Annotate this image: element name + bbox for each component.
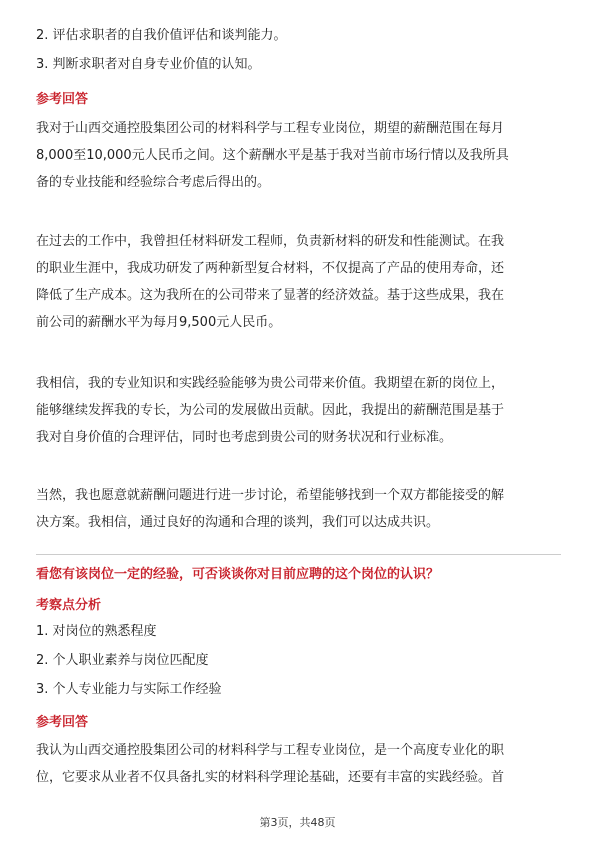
- paragraph-line: 前公司的薪酬水平为每月9,500元人民币。: [36, 315, 282, 330]
- list-item: 3. 判断求职者对自身专业价值的认知。: [36, 57, 261, 72]
- answer-paragraph: [36, 228, 561, 336]
- paragraph-line: 降低了生产成本。这为我所在的公司带来了显著的经济效益。基于这些成果，我在: [36, 288, 505, 303]
- paragraph-line: 我相信，我的专业知识和实践经验能够为贵公司带来价值。我期望在新的岗位上，: [36, 376, 505, 391]
- section-divider: [36, 554, 561, 555]
- answer-paragraph: [36, 737, 561, 791]
- list-item: 2. 评估求职者的自我价值评估和谈判能力。: [36, 28, 287, 43]
- paragraph-line: 决方案。我相信，通过良好的沟通和合理的谈判，我们可以达成共识。: [36, 515, 440, 530]
- paragraph-line: 我对自身价值的合理评估，同时也考虑到贵公司的财务状况和行业标准。: [36, 430, 453, 445]
- paragraph-line: 备的专业技能和经验综合考虑后得出的。: [36, 175, 271, 190]
- answer-paragraph: [36, 482, 561, 536]
- paragraph-line: 能够继续发挥我的专长，为公司的发展做出贡献。因此，我提出的薪酬范围是基于: [36, 403, 505, 418]
- paragraph-line: 在过去的工作中，我曾担任材料研发工程师，负责新材料的研发和性能测试。在我: [36, 234, 505, 249]
- page-footer: 第3页，共48页: [259, 816, 336, 829]
- reference-answer-heading: 参考回答: [36, 715, 89, 730]
- answer-paragraph: [36, 370, 561, 451]
- paragraph-line: 的职业生涯中，我成功研发了两种新型复合材料，不仅提高了产品的使用寿命，还: [36, 261, 505, 276]
- paragraph-line: 我认为山西交通控股集团公司的材料科学与工程专业岗位，是一个高度专业化的职: [36, 743, 505, 758]
- list-item: 3. 个人专业能力与实际工作经验: [36, 682, 222, 697]
- paragraph-line: 当然，我也愿意就薪酬问题进行进一步讨论，希望能够找到一个双方都能接受的解: [36, 488, 505, 503]
- answer-paragraph: [36, 115, 561, 196]
- paragraph-line: 8,000至10,000元人民币之间。这个薪酬水平是基于我对当前市场行情以及我所具: [36, 148, 509, 163]
- paragraph-line: 位，它要求从业者不仅具备扎实的材料科学理论基础，还要有丰富的实践经验。首: [36, 770, 505, 785]
- reference-answer-heading: 参考回答: [36, 92, 89, 107]
- list-item: 1. 对岗位的熟悉程度: [36, 624, 157, 639]
- paragraph-line: 我对于山西交通控股集团公司的材料科学与工程专业岗位，期望的薪酬范围在每月: [36, 121, 505, 136]
- question-title: 看您有该岗位一定的经验，可否谈谈你对目前应聘的这个岗位的认识？: [36, 567, 440, 582]
- list-item: 2. 个人职业素养与岗位匹配度: [36, 653, 209, 668]
- analysis-heading: 考察点分析: [36, 598, 102, 613]
